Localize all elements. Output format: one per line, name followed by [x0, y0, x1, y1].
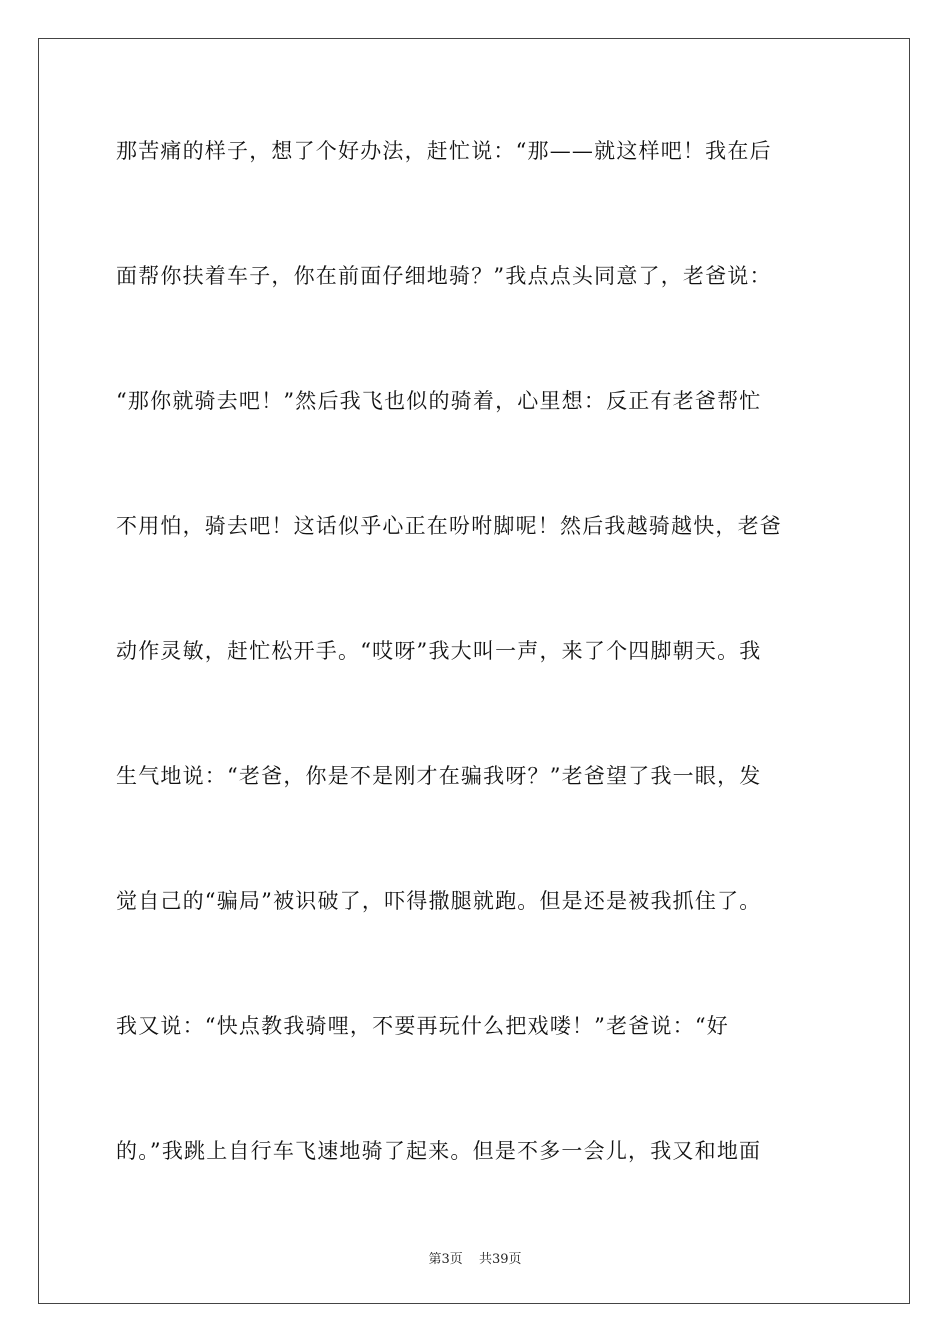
- text-line: 那苦痛的样子，想了个好办法，赶忙说：“那——就这样吧！我在后: [116, 139, 772, 163]
- text-line: 的。”我跳上自行车飞速地骑了起来。但是不多一会儿，我又和地面: [116, 1139, 762, 1163]
- text-line: 不用怕，骑去吧！这话似乎心正在吩咐脚呢！然后我越骑越快，老爸: [116, 514, 782, 538]
- page-number: 第3页: [428, 1252, 463, 1267]
- text-line: “那你就骑去吧！”然后我飞也似的骑着，心里想：反正有老爸帮忙: [116, 389, 762, 413]
- text-line: 生气地说：“老爸，你是不是刚才在骗我呀？”老爸望了我一眼，发: [116, 764, 762, 788]
- page-total: 共39页: [478, 1252, 522, 1267]
- text-line: 觉自己的“骗局”被识破了，吓得撒腿就跑。但是还是被我抓住了。: [116, 889, 762, 913]
- page-footer: [0, 1248, 950, 1267]
- page-border: [38, 38, 910, 1304]
- text-line: 面帮你扶着车子，你在前面仔细地骑？”我点点头同意了，老爸说：: [116, 264, 772, 288]
- text-line: 动作灵敏，赶忙松开手。“哎呀”我大叫一声，来了个四脚朝天。我: [116, 639, 762, 663]
- text-line: 我又说：“快点教我骑哩，不要再玩什么把戏喽！”老爸说：“好: [116, 1014, 730, 1038]
